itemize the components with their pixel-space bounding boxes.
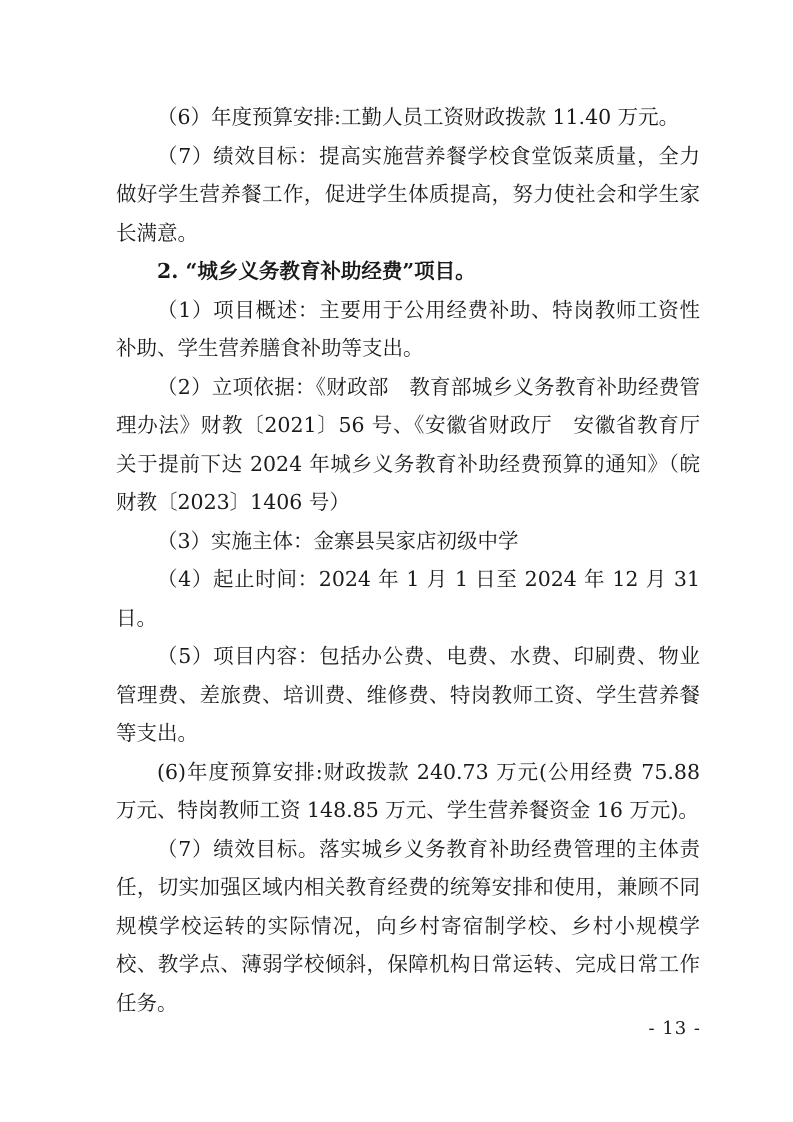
paragraph-project-content: （5）项目内容：包括办公费、电费、水费、印刷费、物业管理费、差旅费、培训费、维修费、特岗教师工资、学生营养餐等支出。 [116, 644, 700, 745]
paragraph-performance-goal-7b: （7）绩效目标。落实城乡义务教育补助经费管理的主体责任，切实加强区域内相关教育经费的统筹安排和使用，兼顾不同规模学校运转的实际情况，向乡村寄宿制学校、乡村小规模学校、教学点、薄弱学校倾斜，保障机构日常运转、完成日常工作任务。 [116, 836, 700, 1015]
paragraph-performance-goal-7a: （7）绩效目标：提高实施营养餐学校食堂饭菜质量，全力做好学生营养餐工作，促进学生体质提高，努力使社会和学生家长满意。 [116, 143, 700, 245]
section-heading: 2. “城乡义务教育补助经费”项目。 [157, 259, 476, 283]
paragraph-implementing-entity: （3）实施主体：金寨县吴家店初级中学 [157, 528, 519, 553]
paragraph-project-basis: （2）立项依据：《财政部 教育部城乡义务教育补助经费管理办法》财教〔2021〕56 号、《安徽省财政厅 安徽省教育厅关于提前下达 2024 年城乡义务教育补助经费预算的通知》（皖财教〔2023〕1406 号） [116, 374, 700, 514]
paragraph-time-period: （4）起止时间：2024 年 1 月 1 日至 2024 年 12 月 31 日。 [116, 567, 700, 630]
paragraph-budget-arrangement-6b: (6)年度预算安排:财政拨款 240.73 万元(公用经费 75.88 万元、特岗教师工资 148.85 万元、学生营养餐资金 16 万元)。 [116, 759, 700, 822]
document-body [116, 98, 700, 1022]
page-number: - 13 - [648, 1018, 701, 1039]
paragraph-budget-arrangement-6a: （6）年度预算安排:工勤人员工资财政拨款 11.40 万元。 [157, 105, 680, 129]
paragraph-project-overview: （1）项目概述：主要用于公用经费补助、特岗教师工资性补助、学生营养膳食补助等支出。 [116, 297, 700, 360]
